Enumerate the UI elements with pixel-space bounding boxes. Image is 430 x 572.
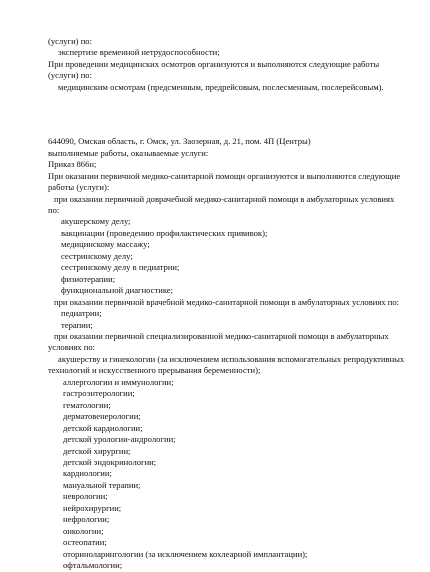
document-line: при оказании первичной специализированной медико-санитарной помощи в амбулаторных	[54, 330, 389, 341]
document-line: При проведении медицинских осмотров организуются и выполняются следующие работы	[48, 58, 380, 69]
document-line: онкологии;	[63, 525, 104, 536]
document-line: остеопатии;	[63, 537, 107, 548]
document-line: мануальной терапии;	[63, 479, 141, 490]
document-line: физиотерапии;	[61, 273, 116, 284]
document-line: детской эндокринологии;	[63, 456, 157, 467]
document-line: (услуги) по:	[48, 70, 92, 81]
document-line: аллергологии и иммунологии;	[63, 376, 174, 387]
document-line: (услуги) по:	[48, 36, 92, 46]
document-line: сестринскому делу в педиатрии;	[61, 262, 180, 273]
document-line: офтальмологии;	[63, 560, 123, 571]
document-line: при оказании первичной доврачебной медико-санитарной помощи в амбулаторных условиях	[54, 193, 395, 204]
document-line: При оказании первичной медико-санитарной помощи организуются и выполняются следующие	[48, 170, 401, 181]
document-line: сестринскому делу;	[61, 250, 133, 261]
document-line: акушерству и гинекологии (за исключением использования вспомогательных репродуктивных	[58, 353, 405, 364]
document-line: медицинским осмотрам (предсменным, предрейсовым, послесменным, послерейсовым).	[58, 81, 384, 92]
document-line: нефрологии;	[63, 514, 110, 525]
document-line: 644090, Омская область, г. Омск, ул. Заозерная, д. 21, пом. 4П (Центры)	[48, 136, 311, 147]
document-page	[48, 36, 420, 571]
document-line: детской кардиологии;	[63, 422, 143, 433]
document-line: Приказ 866н;	[48, 159, 97, 170]
document-line: при оказании первичной врачебной медико-санитарной помощи в амбулаторных условиях по:	[54, 296, 400, 307]
document-line: гематологии;	[63, 399, 111, 410]
document-line: функциональной диагностике;	[61, 285, 174, 296]
document-line: по:	[48, 204, 60, 215]
document-line: технологий и искусственного прерывания беременности);	[48, 365, 261, 376]
document-line: детской урологии-андрологии;	[63, 434, 176, 445]
document-line: нейрохирургии;	[63, 502, 122, 513]
document-line: неврологии;	[63, 491, 108, 502]
document-line: вакцинации (проведению профилактических прививок);	[61, 227, 268, 238]
paragraph-gap	[48, 109, 420, 120]
document-line: терапии;	[61, 319, 93, 330]
document-line: детской хирургии;	[63, 445, 131, 456]
document-line: оториноларингологии (за исключением кохлеарной имплантации);	[63, 548, 308, 559]
document-line: педиатрии;	[61, 308, 102, 319]
document-line: гастроэнтерологии;	[63, 388, 135, 399]
document-line: экспертизе временной нетрудоспособности;	[58, 47, 220, 58]
document-line: работы (услуги):	[48, 182, 110, 193]
document-line: кардиологии;	[63, 468, 112, 479]
document-line: дерматовенерологии;	[63, 411, 141, 422]
document-line: акушерскому делу;	[61, 216, 131, 227]
document-line: условиях по:	[48, 342, 96, 353]
document-line: выполняемые работы, оказываемые услуги:	[48, 147, 209, 158]
document-line: медицинскому массажу;	[61, 239, 150, 250]
